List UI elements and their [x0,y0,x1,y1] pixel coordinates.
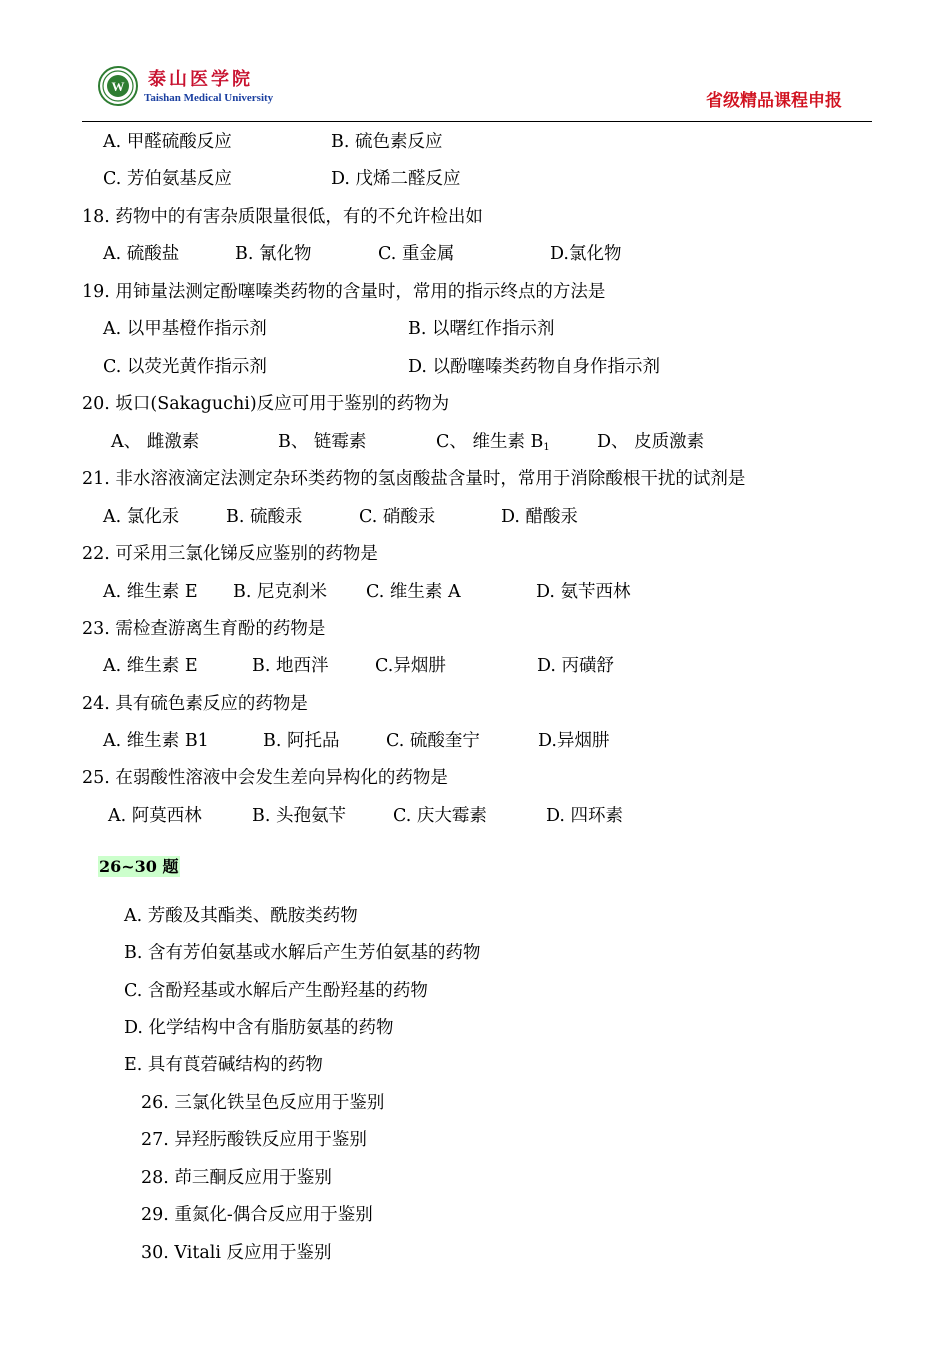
q19-stem: 19. 用铈量法测定酚噻嗪类药物的含量时，常用的指示终点的方法是 [82,282,606,302]
q24-option-a: A. 维生素 B1 [103,731,209,751]
q23-option-c: C.异烟肼 [375,656,446,676]
school-name-en: Taishan Medical University [144,92,274,104]
section-option-e: E. 具有莨菪碱结构的药物 [124,1055,323,1075]
q20-option-c-subscript: 1 [543,442,550,453]
q24-option-c: C. 硫酸奎宁 [386,731,480,751]
q17-option-c: C. 芳伯氨基反应 [103,169,232,189]
q18-option-a: A. 硫酸盐 [103,244,180,264]
q22-option-d: D. 氨苄西林 [536,582,631,602]
q23-option-d: D. 丙磺舒 [537,656,615,676]
q17-option-a: A. 甲醛硫酸反应 [103,132,232,152]
q18-option-b: B. 氰化物 [235,244,312,264]
q20-option-a: A、 雌激素 [111,432,200,452]
q20-option-c-text: C、 维生素 B [436,432,544,452]
section-option-c: C. 含酚羟基或水解后产生酚羟基的药物 [124,981,428,1001]
section-question-26: 26. 三氯化铁呈色反应用于鉴别 [141,1093,385,1113]
q17-option-b: B. 硫色素反应 [331,132,443,152]
q18-option-d: D.氯化物 [550,244,622,264]
q21-option-a: A. 氯化汞 [103,507,180,527]
section-question-29: 29. 重氮化-偶合反应用于鉴别 [141,1205,373,1225]
section-title-text: 26~30 题 [99,857,179,876]
university-emblem-icon [98,66,138,106]
section-question-28: 28. 茚三酮反应用于鉴别 [141,1168,332,1188]
q25-option-d: D. 四环素 [546,806,624,826]
q24-option-b: B. 阿托品 [263,731,340,751]
section-question-30: 30. Vitali 反应用于鉴别 [141,1243,332,1263]
logo-letter: W [111,79,125,94]
header-right-title: 省级精品课程申报 [706,91,842,111]
q23-option-b: B. 地西泮 [252,656,329,676]
section-option-b: B. 含有芳伯氨基或水解后产生芳伯氨基的药物 [124,943,481,963]
q20-option-c [436,431,550,453]
q22-stem: 22. 可采用三氯化锑反应鉴别的药物是 [82,544,378,564]
school-name-cn: 泰山医学院 [148,69,253,90]
q19-option-a: A. 以甲基橙作指示剂 [103,319,267,339]
q20-stem: 20. 坂口(Sakaguchi)反应可用于鉴别的药物为 [82,394,450,414]
q18-option-c: C. 重金属 [378,244,455,264]
q22-option-b: B. 尼克刹米 [233,582,327,602]
section-title [98,854,180,877]
q24-option-d: D.异烟肼 [538,731,610,751]
q17-option-d: D. 戊烯二醛反应 [331,169,461,189]
q22-option-c: C. 维生素 A [366,582,461,602]
q25-option-a: A. 阿莫西林 [108,806,202,826]
section-question-27: 27. 异羟肟酸铁反应用于鉴别 [141,1130,367,1150]
q21-stem: 21. 非水溶液滴定法测定杂环类药物的氢卤酸盐含量时，常用于消除酸根干扰的试剂是 [82,469,746,489]
q20-option-b: B、 链霉素 [278,432,367,452]
q25-option-c: C. 庆大霉素 [393,806,487,826]
q21-option-d: D. 醋酸汞 [501,507,579,527]
q25-option-b: B. 头孢氨苄 [252,806,346,826]
q23-option-a: A. 维生素 E [103,656,198,676]
q24-stem: 24. 具有硫色素反应的药物是 [82,694,308,714]
q19-option-b: B. 以曙红作指示剂 [408,319,555,339]
q21-option-b: B. 硫酸汞 [226,507,303,527]
q18-stem: 18. 药物中的有害杂质限量很低，有的不允许检出如 [82,207,483,227]
q23-stem: 23. 需检查游离生育酚的药物是 [82,619,326,639]
q25-stem: 25. 在弱酸性溶液中会发生差向异构化的药物是 [82,768,448,788]
q20-option-d: D、 皮质激素 [597,432,705,452]
section-option-a: A. 芳酸及其酯类、酰胺类药物 [124,906,358,926]
q19-option-d: D. 以酚噻嗪类药物自身作指示剂 [408,357,661,377]
q22-option-a: A. 维生素 E [103,582,198,602]
header-divider [82,121,872,122]
q21-option-c: C. 硝酸汞 [359,507,436,527]
section-option-d: D. 化学结构中含有脂肪氨基的药物 [124,1018,394,1038]
q19-option-c: C. 以荧光黄作指示剂 [103,357,267,377]
